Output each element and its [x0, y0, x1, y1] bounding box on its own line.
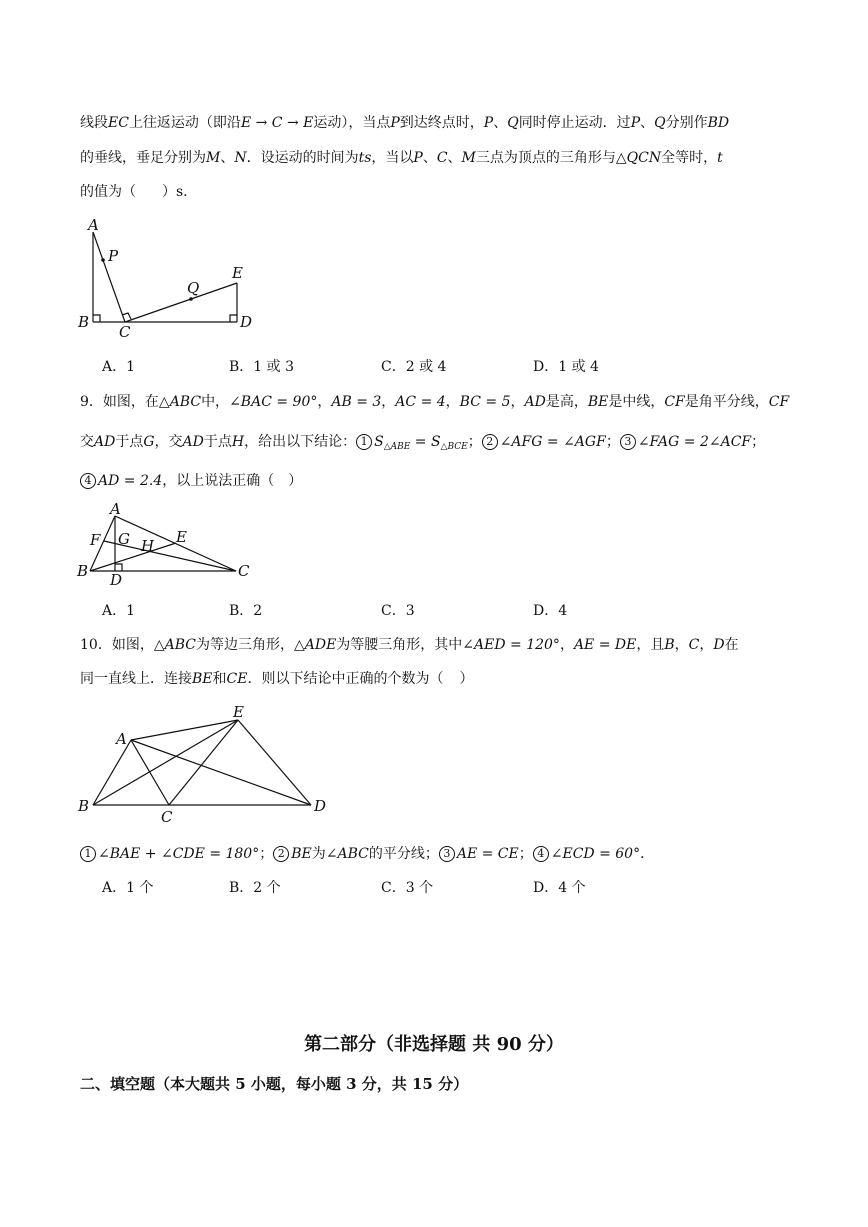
q9-label-e: E [176, 528, 187, 546]
q10-l2-b: BE [192, 671, 213, 687]
q9-l2-d: G [143, 434, 155, 450]
q8-option-a[interactable]: A．1 [102, 359, 136, 375]
q8-l1-c: 上往返运动（即沿 [128, 115, 241, 131]
q9-s1-sub: △ABE [383, 442, 411, 452]
q9-text-line-2 [80, 432, 765, 457]
q8-l1-g: 到达终点时， [399, 115, 484, 131]
q8-l1-m: 、 [640, 115, 655, 131]
q9-sep-3: ； [751, 434, 766, 450]
q10-option-a[interactable]: A．1 个 [102, 880, 154, 896]
q8-l3-b: ）s. [162, 184, 188, 200]
q9-l1-f: AB = 3 [331, 394, 382, 410]
q10-conclusion-2a: BE [291, 846, 312, 862]
q9-l1-d: ∠BAC = 90° [229, 394, 318, 410]
q10-conclusion-4: ∠ECD = 60° [550, 846, 641, 862]
q9-l1-q: 是角平分线， [684, 394, 769, 410]
q9-text-line-1 [80, 392, 789, 412]
q9-text-line-3 [80, 471, 302, 491]
q9-option-a[interactable]: A．1 [102, 603, 136, 619]
q8-l2-p: t [717, 150, 723, 166]
q10-segment-ab [93, 740, 131, 805]
q8-l1-e: 运动），当点 [313, 115, 391, 131]
q10-figure [76, 700, 336, 828]
q10-segment-ac [131, 740, 169, 805]
q9-l1-o: 是中线， [608, 394, 665, 410]
q8-l1-k: 同时停止运动．过 [518, 115, 631, 131]
q8-text-line-1 [80, 113, 729, 133]
q9-marker-1: 1 [356, 434, 372, 450]
q10-l1-n: D [713, 637, 725, 653]
section-heading-fill-blank: 二、填空题（本大题共 5 小题，每小题 3 分，共 15 分） [80, 1075, 469, 1093]
q10-segment-ce [169, 720, 238, 805]
q8-label-b: B [78, 313, 90, 331]
q8-option-d[interactable]: D．1 或 4 [533, 359, 599, 375]
q8-text-line-2 [80, 148, 723, 168]
q10-marker-2: 2 [273, 846, 289, 862]
q10-l1-c: 为等边三角形， [195, 637, 294, 653]
q8-l2-o: 全等时， [661, 150, 718, 166]
q8-point-p [101, 258, 105, 262]
q9-l2-i: ，给出以下结论： [244, 434, 357, 450]
q9-l1-n: BE [587, 394, 609, 410]
q9-l1-l: AD [524, 394, 546, 410]
q10-sep-1: ； [259, 846, 274, 862]
q10-l1-j: B [664, 637, 675, 653]
q8-figure [76, 213, 266, 341]
q10-l1-m: ， [699, 637, 714, 653]
q8-l2-j: C [436, 150, 448, 166]
q10-label-e: E [233, 703, 244, 721]
q10-l2-a: 同一直线上．连接 [80, 671, 192, 687]
q9-ang-1: ∠AFG = ∠AGF [499, 434, 606, 450]
q10-l1-i: ，且 [636, 637, 665, 653]
q9-l2-c: 于点 [115, 434, 144, 450]
q8-l2-i: 、 [422, 150, 437, 166]
q8-option-c[interactable]: C．2 或 4 [381, 359, 447, 375]
q8-label-e: E [232, 264, 243, 282]
q9-l1-h: AC = 4 [395, 394, 446, 410]
q10-label-d: D [314, 797, 327, 815]
q10-text-line-2 [80, 669, 473, 689]
q9-l1-m: 是高， [545, 394, 588, 410]
q9-l2-f: AD [182, 434, 204, 450]
q9-l1-k: ， [510, 394, 525, 410]
q9-label-g: G [118, 530, 130, 548]
q10-l1-d: △ADE [293, 637, 337, 653]
q9-s2-sub: △BCE [440, 442, 468, 452]
q8-l2-n: △QCN [615, 150, 662, 166]
q10-l1-f: ∠AED = 120° [462, 637, 560, 653]
q8-l2-e: ．设运动的时间为 [246, 150, 359, 166]
q10-conclusion-3: AE = CE [456, 846, 519, 862]
q9-marker-2: 2 [482, 434, 498, 450]
q10-conclusion-2c: ∠ABC [325, 846, 369, 862]
q10-l2-e: ．则以下结论中正确的个数为（ [247, 671, 444, 687]
q10-label-c: C [161, 808, 173, 826]
q8-label-d: D [240, 313, 253, 331]
q10-l1-l: C [688, 637, 700, 653]
q8-right-angle-b [93, 315, 100, 322]
q10-l1-h: AE = DE [573, 637, 637, 653]
q8-l2-l: M [461, 150, 476, 166]
q9-eq: = [410, 434, 431, 450]
q9-l2-g: 于点 [203, 434, 232, 450]
part-two-heading: 第二部分（非选择题 共 90 分） [304, 1034, 564, 1055]
q9-l3-c: ） [288, 473, 303, 489]
q9-l2-b: AD [94, 434, 116, 450]
q9-marker-3: 3 [620, 434, 636, 450]
q8-l2-c: 、 [220, 150, 235, 166]
q10-option-c[interactable]: C．3 个 [381, 880, 434, 896]
q9-label-f: F [90, 531, 101, 549]
q10-option-d[interactable]: D．4 个 [533, 880, 586, 896]
q10-l2-c: 和 [212, 671, 227, 687]
q8-l1-n: Q [654, 115, 666, 131]
q9-option-d[interactable]: D．4 [533, 603, 568, 619]
q9-ang-2: ∠FAG = 2∠ACF [637, 434, 752, 450]
q8-label-c: C [119, 323, 131, 341]
q9-s2: S [430, 434, 441, 450]
q10-l1-o: 在 [724, 637, 739, 653]
q10-option-b[interactable]: B．2 个 [229, 880, 281, 896]
q10-text-line-1 [80, 635, 739, 655]
q9-l1-j: BC = 5 [459, 394, 511, 410]
q9-label-h: H [141, 537, 155, 555]
q10-marker-1: 1 [80, 846, 96, 862]
q8-l2-a: 的垂线，垂足分别为 [80, 150, 206, 166]
q10-l1-g: ， [559, 637, 574, 653]
q10-sep-3: ； [518, 846, 533, 862]
q9-l1-a: 9．如图，在 [80, 394, 159, 410]
q8-l1-a: 线段 [80, 115, 108, 131]
q9-l1-r: CF [768, 394, 790, 410]
q10-l1-e: 为等腰三角形，其中 [336, 637, 463, 653]
q9-label-a: A [110, 500, 121, 518]
q8-right-angle-d [230, 315, 237, 322]
q10-end: ． [640, 846, 655, 862]
q9-l2-e: ，交 [154, 434, 183, 450]
q10-segment-be [93, 720, 238, 805]
q8-segment-ce [125, 283, 237, 322]
q8-l2-m: 三点为顶点的三角形与 [475, 150, 616, 166]
q10-sep-2: ； [424, 846, 439, 862]
q9-label-b: B [77, 562, 89, 580]
q9-l1-i: ， [445, 394, 460, 410]
q9-s1: S [374, 434, 384, 450]
q9-option-b[interactable]: B．2 [229, 603, 263, 619]
q8-text-line-3 [80, 182, 188, 202]
q9-label-c: C [238, 562, 250, 580]
q8-l3-a: 的值为（ [80, 184, 136, 200]
q9-l2-h: H [231, 434, 245, 450]
q9-marker-4: 4 [80, 473, 96, 489]
q8-label-q: Q [187, 279, 200, 297]
q9-l3-a: AD = 2.4 [98, 473, 163, 489]
q10-label-b: B [78, 797, 90, 815]
q8-point-q [189, 297, 193, 301]
q9-l2-a: 交 [80, 434, 94, 450]
q10-conclusions [80, 844, 654, 864]
q8-l1-j: Q [507, 115, 519, 131]
q10-l1-k: ， [674, 637, 689, 653]
q8-option-b[interactable]: B．1 或 3 [229, 359, 295, 375]
q10-l2-d: CE [226, 671, 248, 687]
q8-label-a: A [88, 216, 99, 234]
q8-l1-b: EC [108, 115, 129, 131]
q8-l1-p: BD [707, 115, 730, 131]
q8-l1-f: P [390, 115, 400, 131]
q10-conclusion-2d: 的平分线 [368, 846, 425, 862]
q10-marker-4: 4 [533, 846, 549, 862]
q8-segment-ac [93, 232, 125, 322]
q10-marker-3: 3 [439, 846, 455, 862]
q10-label-a: A [116, 730, 127, 748]
q9-l1-g: ， [381, 394, 396, 410]
q8-l1-d: E → C → E [240, 115, 314, 131]
q10-conclusion-1: ∠BAE + ∠CDE = 180° [98, 846, 260, 862]
q8-l2-b: M [206, 150, 221, 166]
q9-l1-c: 中， [201, 394, 230, 410]
q9-l1-e: ， [317, 394, 332, 410]
q10-segment-ad [131, 740, 311, 805]
q9-l1-b: △ABC [158, 394, 202, 410]
q9-l1-p: CF [664, 394, 685, 410]
q8-l1-i: 、 [493, 115, 508, 131]
q9-option-c[interactable]: C．3 [381, 603, 415, 619]
q8-l1-l: P [630, 115, 641, 131]
q10-l1-b: △ABC [153, 637, 196, 653]
q9-figure [76, 498, 256, 588]
q8-l2-g: ，当以 [371, 150, 414, 166]
q9-sep-1: ； [467, 434, 482, 450]
q9-label-d: D [110, 571, 123, 588]
q10-l1-a: 10．如图， [80, 637, 154, 653]
q8-l2-k: 、 [447, 150, 462, 166]
q8-label-p: P [108, 247, 119, 265]
q9-right-angle-d [115, 564, 122, 571]
q9-sep-2: ； [605, 434, 620, 450]
q8-l2-d: N [234, 150, 247, 166]
q8-l2-h: P [413, 150, 423, 166]
q8-l1-o: 分别作 [665, 115, 708, 131]
q10-l2-f: ） [459, 671, 474, 687]
q9-l3-b: ，以上说法正确（ [162, 473, 275, 489]
q10-conclusion-2b: 为 [311, 846, 326, 862]
q8-l2-f: ts [358, 150, 372, 166]
q8-l1-h: P [483, 115, 494, 131]
